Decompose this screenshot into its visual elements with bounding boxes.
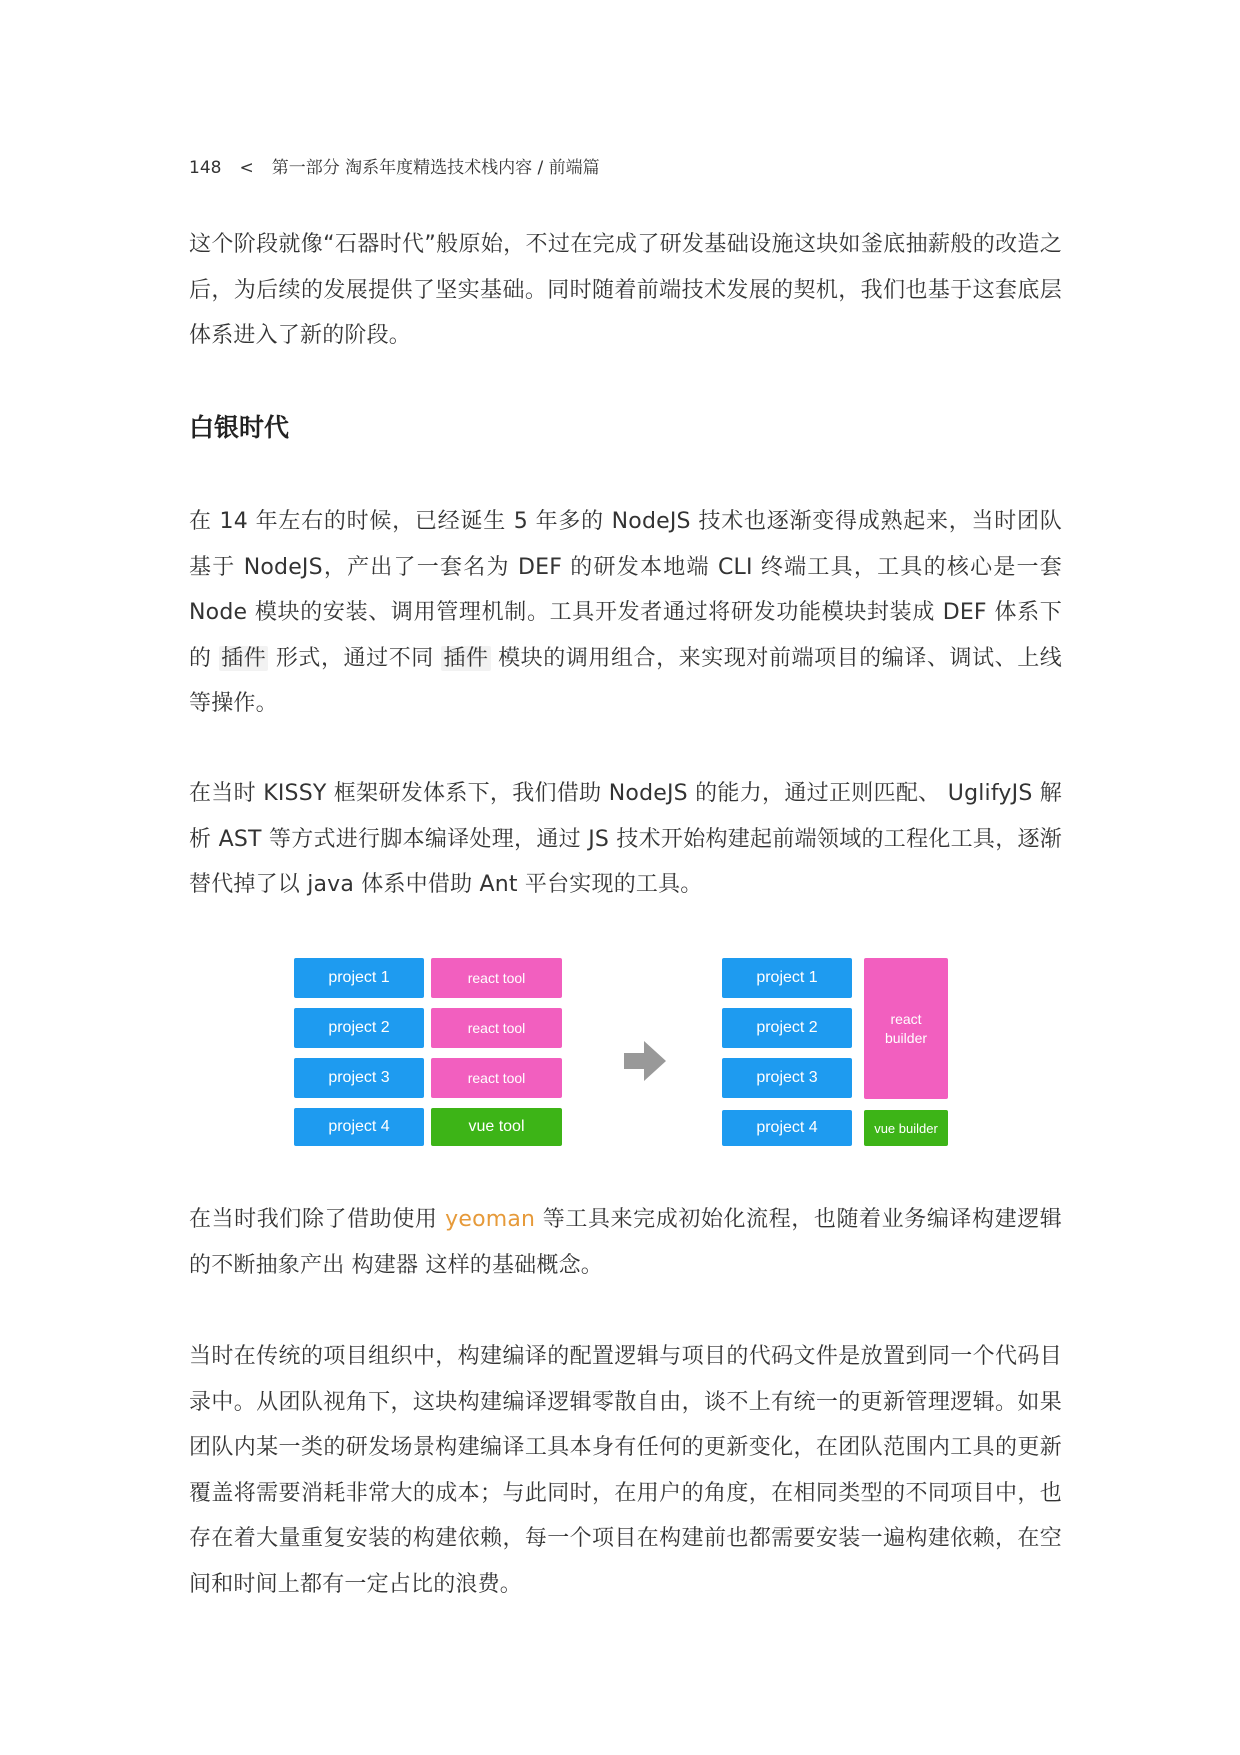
paragraph-stone-age: 这个阶段就像“石器时代”般原始，不过在完成了研发基础设施这块如釜底抽薪般的改造之后，为后续的发展提供了坚实基础。同时随着前端技术发展的契机，我们也基于这套底层体系进入了新的阶段。: [189, 232, 1062, 348]
paragraph-build-config-block: [189, 1334, 1062, 1607]
paragraph-kissy-block: [189, 771, 1062, 908]
page-number: 148: [189, 158, 222, 178]
left-vue-tool: vue tool: [431, 1108, 562, 1146]
section-heading-silver-age: 白银时代: [189, 413, 290, 442]
code-chip-plugin: 插件: [221, 645, 267, 671]
left-project-4: project 4: [294, 1108, 424, 1146]
header-section-title: 第一部分 淘系年度精选技术栈内容 / 前端篇: [271, 158, 600, 178]
right-project-1: project 1: [722, 958, 852, 998]
paragraph-yeoman-part2: 等工具来完成初始化流程，也随着业务编译构建逻辑的不断抽象产出 构建器 这样的基础概念。: [189, 1207, 1062, 1278]
right-vue-builder: vue builder: [864, 1110, 948, 1146]
yeoman-link[interactable]: yeoman: [445, 1207, 536, 1232]
left-project-2: project 2: [294, 1008, 424, 1048]
paragraph-nodejs-part2: 形式，通过不同: [268, 645, 442, 671]
paragraph-kissy: 在当时 KISSY 框架研发体系下，我们借助 NodeJS 的能力，通过正则匹配、 UglifyJS 解析 AST 等方式进行脚本编译处理，通过 JS 技术开始构建起前端领域的工程化工具，逐渐替代掉了以 java 体系中借助 Ant 平台实现的工具。: [189, 781, 1062, 897]
paragraph-nodejs-block: [189, 499, 1062, 727]
left-react-tool-1: react tool: [431, 958, 562, 998]
paragraph-yeoman: [189, 1197, 1062, 1288]
code-chip-plugin-2: 插件: [443, 645, 489, 671]
paragraph-yeoman-block: [189, 1197, 1062, 1288]
paragraph-yeoman-part1: 在当时我们除了借助使用: [189, 1207, 446, 1232]
right-project-3: project 3: [722, 1058, 852, 1098]
left-react-tool-3: react tool: [431, 1058, 562, 1098]
right-project-2: project 2: [722, 1008, 852, 1048]
left-project-1: project 1: [294, 958, 424, 998]
paragraph-nodejs-part3: 模块的调用组合，来实现对前端项目的编译、调试、上线等操作。: [189, 645, 1062, 716]
paragraph-build-config: 当时在传统的项目组织中，构建编译的配置逻辑与项目的代码文件是放置到同一个代码目录中。从团队视角下，这块构建编译逻辑零散自由，谈不上有统一的更新管理逻辑。如果团队内某一类的研发场景构建编译工具本身有任何的更新变化，在团队范围内工具的更新覆盖将需要消耗非常大的成本；与此同时，在用户的角度，在相同类型的不同项目中，也存在着大量重复安装的构建依赖，每一个项目在构建前也都需要安装一遍构建依赖，在空间和时间上都有一定占比的浪费。: [189, 1344, 1062, 1597]
left-project-3: project 3: [294, 1058, 424, 1098]
right-react-builder: react builder: [864, 958, 948, 1099]
paragraph-nodejs-part1: 在 14 年左右的时候，已经诞生 5 年多的 NodeJS 技术也逐渐变得成熟起来，当时团队基于 NodeJS，产出了一套名为 DEF 的研发本地端 CLI 终端工具，工具的核心是一套 Node 模块的安装、调用管理机制。工具开发者通过将研发功能模块封装成 DEF 体系下的: [189, 509, 1062, 671]
left-react-tool-2: react tool: [431, 1008, 562, 1048]
article-body: [189, 222, 1062, 359]
page-header: [189, 153, 600, 178]
right-project-4: project 4: [722, 1110, 852, 1146]
right-arrow-icon: [624, 1041, 666, 1081]
header-separator: <: [239, 158, 254, 178]
paragraph-nodejs: [189, 499, 1062, 727]
